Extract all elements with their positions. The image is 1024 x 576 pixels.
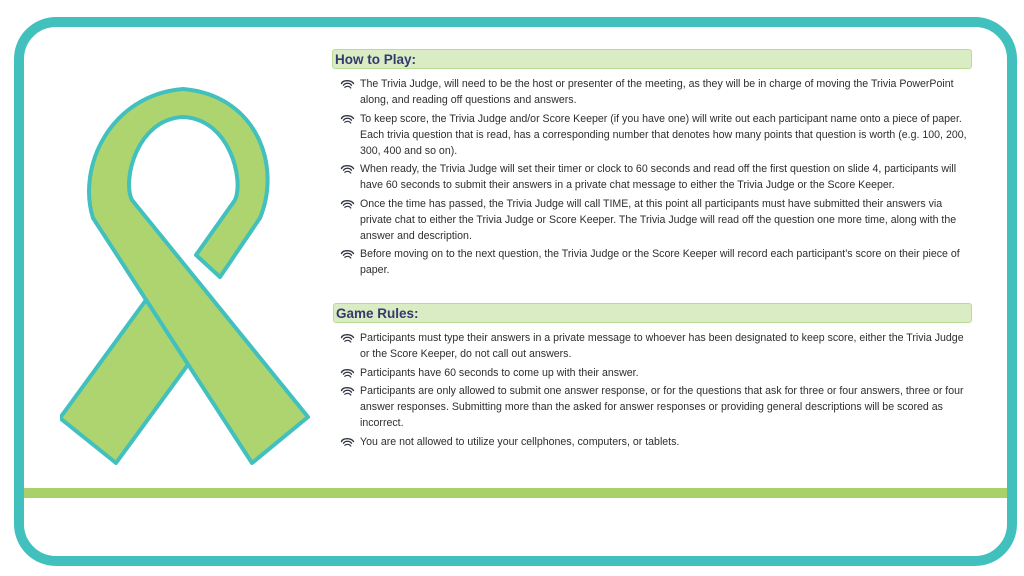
list-item-text: The Trivia Judge, will need to be the host or presenter of the meeting, as they will be in charge of moving the Trivia PowerPoint along, and reading off questions and answers. bbox=[360, 78, 954, 106]
list-item bbox=[332, 76, 972, 108]
list-item bbox=[332, 330, 972, 362]
rules-content bbox=[332, 49, 972, 452]
slide-frame bbox=[14, 17, 1017, 566]
game-rules-header: Game Rules: bbox=[333, 303, 972, 323]
list-item bbox=[332, 383, 972, 431]
swirl-bullet-icon bbox=[332, 161, 360, 177]
bottom-accent-bar bbox=[24, 488, 1007, 498]
swirl-bullet-icon bbox=[332, 111, 360, 127]
list-item bbox=[332, 434, 972, 450]
list-item-text: When ready, the Trivia Judge will set their timer or clock to 60 seconds and read off the first question on slide 4, participants will have 60 seconds to submit their answers in a private chat message to either the Trivia Judge or the Score Keeper. bbox=[360, 163, 957, 191]
list-item-text: To keep score, the Trivia Judge and/or Score Keeper (if you have one) will write out each participant name onto a piece of paper. Each trivia question that is read, has a corresponding number that denotes how many points that question is worth (e.g. 100, 200, 300, 400 and so on). bbox=[360, 112, 967, 157]
list-item bbox=[332, 246, 972, 278]
list-item bbox=[332, 111, 972, 159]
how-to-play-list bbox=[332, 76, 972, 278]
list-item-text: You are not allowed to utilize your cellphones, computers, or tablets. bbox=[360, 435, 680, 448]
swirl-bullet-icon bbox=[332, 383, 360, 399]
list-item bbox=[332, 161, 972, 193]
list-item-text: Once the time has passed, the Trivia Judge will call TIME, at this point all participants must have submitted their answers via private chat to either the Trivia Judge or Score Keeper. The Trivia Judge will read off the question one more time, along with the answer and description. bbox=[360, 197, 957, 242]
swirl-bullet-icon bbox=[332, 365, 360, 381]
list-item-text: Participants must type their answers in a private message to whoever has been designated to keep score, either the Trivia Judge or the Score Keeper, do not call out answers. bbox=[360, 332, 964, 360]
swirl-bullet-icon bbox=[332, 76, 360, 92]
game-rules-list bbox=[332, 330, 972, 450]
list-item-text: Before moving on to the next question, the Trivia Judge or the Score Keeper will record each participant's score on their piece of paper. bbox=[360, 248, 960, 276]
swirl-bullet-icon bbox=[332, 434, 360, 450]
swirl-bullet-icon bbox=[332, 196, 360, 212]
swirl-bullet-icon bbox=[332, 246, 360, 262]
awareness-ribbon-icon bbox=[60, 85, 310, 485]
swirl-bullet-icon bbox=[332, 330, 360, 346]
list-item-text: Participants are only allowed to submit one answer response, or for the questions that ask for three or four answers, three or four answer responses. Submitting more than the asked for answer responses or providing general descriptions will be scored as incorrect. bbox=[360, 385, 964, 429]
list-item bbox=[332, 365, 972, 381]
how-to-play-header: How to Play: bbox=[332, 49, 972, 69]
list-item bbox=[332, 196, 972, 244]
list-item-text: Participants have 60 seconds to come up with their answer. bbox=[360, 366, 639, 379]
